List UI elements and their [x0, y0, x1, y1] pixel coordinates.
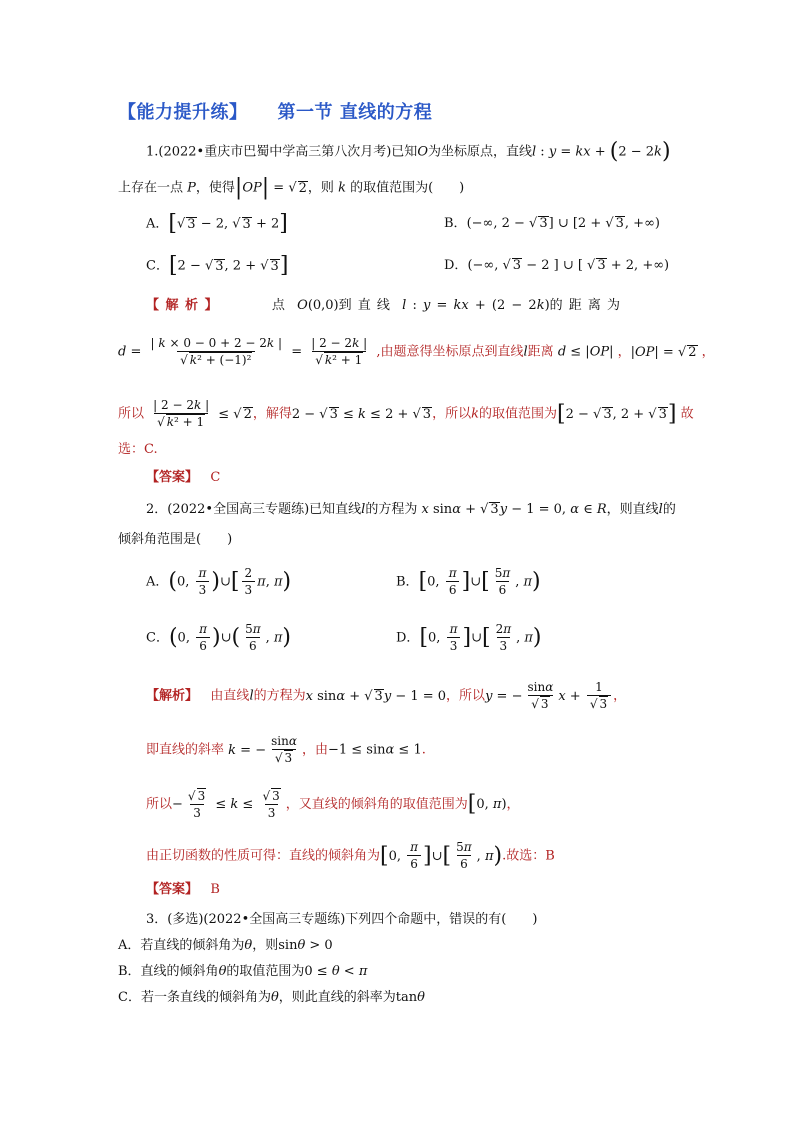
q1-analysis-line1: 【 解 析 】 点 O(0,0)到 直 线 l : y = kx + (2 − 2k)的 距 离 为 — [146, 298, 621, 313]
q1-option-c: C．[2 − √ 3, 2 + √ 3] — [146, 253, 289, 278]
q3-option-a: A．若直线的倾斜角为θ，则sinθ > 0 — [118, 938, 333, 953]
q2-option-b: B．[0, $\frac{\pi}{6}$ ]∪[ $\frac{5\pi}{6}$ , π) — [396, 566, 541, 597]
q2-option-d: D．[0, $\frac{\pi}{3}$ ]∪[ $\frac{2\pi}{3}$ , π) — [396, 622, 542, 653]
q2-analysis-line4: 由正切函数的性质可得：直线的倾斜角为[0, $\frac{\pi}{6}$ ]∪[ $\frac{5\pi}{6}$ , π).故选：B — [146, 840, 555, 871]
q1-option-b: B．(−∞, 2 − √ 3] ∪ [2 + √ 3, +∞) — [444, 216, 660, 231]
q2-answer: 【答案】 B — [146, 882, 220, 897]
q1-option-d: D．(−∞, √ 3 − 2 ] ∪ [ √ 3 + 2, +∞) — [444, 258, 670, 273]
section-tag: 【能力提升练】 — [118, 102, 248, 123]
q2-option-a: A．(0, $\frac{\pi}{3}$ )∪[ $\frac{2}{3}$ π, π) — [146, 566, 292, 597]
q3-option-c: C．若一条直线的倾斜角为θ，则此直线的斜率为tanθ — [118, 990, 425, 1005]
q1-analysis-line4: 选：C. — [118, 442, 158, 457]
q3-option-b: B．直线的倾斜角θ的取值范围为0 ≤ θ < π — [118, 964, 368, 979]
q2-analysis-line3: 所以− $\frac{√ 3}{3}$ ≤ k ≤ $\frac{√ 3}{3}$ ，又直线的倾斜角的取值范围为[0, π)， — [146, 789, 520, 820]
q1-analysis-line2: d = $\frac{| k \times 0 - 0 + 2 - 2k |}{\text{√ k² + (−1)²}}$ = $\frac{| 2 - 2k |}{\text{√ k² + 1}}$ ,由题意得坐标原点到直线l距离 d ≤ |OP| ，|OP| = √ 2 ， — [118, 336, 715, 367]
q1-stem-line1: 1.(2022•重庆市巴蜀中学高三第八次月考)已知O为坐标原点，直线l : y = kx + (2 − 2k) — [146, 139, 671, 164]
q1-analysis-line3: 所以 $\frac{| 2 - 2k |}{\text{√ k² + 1}}$ ≤ √ 2，解得2 − √ 3 ≤ k ≤ 2 + √ 3，所以k的取值范围为[2 − √ 3, 2 + √ 3] 故 — [118, 398, 694, 429]
section-title — [118, 98, 432, 124]
q2-stem-line2: 倾斜角范围是( ) — [118, 532, 233, 547]
q3-stem: 3．(多选)(2022•全国高三专题练)下列四个命题中，错误的有( ) — [146, 912, 538, 927]
section-heading: 第一节 直线的方程 — [277, 102, 433, 123]
q1-option-a: A．[√ 3 − 2, √ 3 + 2] — [146, 211, 288, 236]
q1-stem-line2: 上存在一点 P，使得|OP| = √ 2，则 k 的取值范围为( ) — [118, 175, 465, 200]
q2-option-c: C．(0, $\frac{\pi}{6}$ )∪( $\frac{5\pi}{6}$ , π) — [146, 622, 292, 653]
q2-stem-line1: 2．(2022•全国高三专题练)已知直线l的方程为 x sinα + √ 3y − 1 = 0, α ∈ R，则直线l的 — [146, 502, 676, 517]
q2-analysis-line2: 即直线的斜率 k = − $\frac{\sin\alpha}{√ 3}$ ，由−1 ≤ sinα ≤ 1. — [146, 734, 426, 765]
q2-analysis-line1: 【解析】 由直线l的方程为x sinα + √ 3y − 1 = 0，所以y = − $\frac{\sin\alpha}{√ 3}$ x + $\frac{1}{√ 3}$ ， — [146, 680, 627, 711]
q1-answer: 【答案】 C — [146, 470, 221, 485]
